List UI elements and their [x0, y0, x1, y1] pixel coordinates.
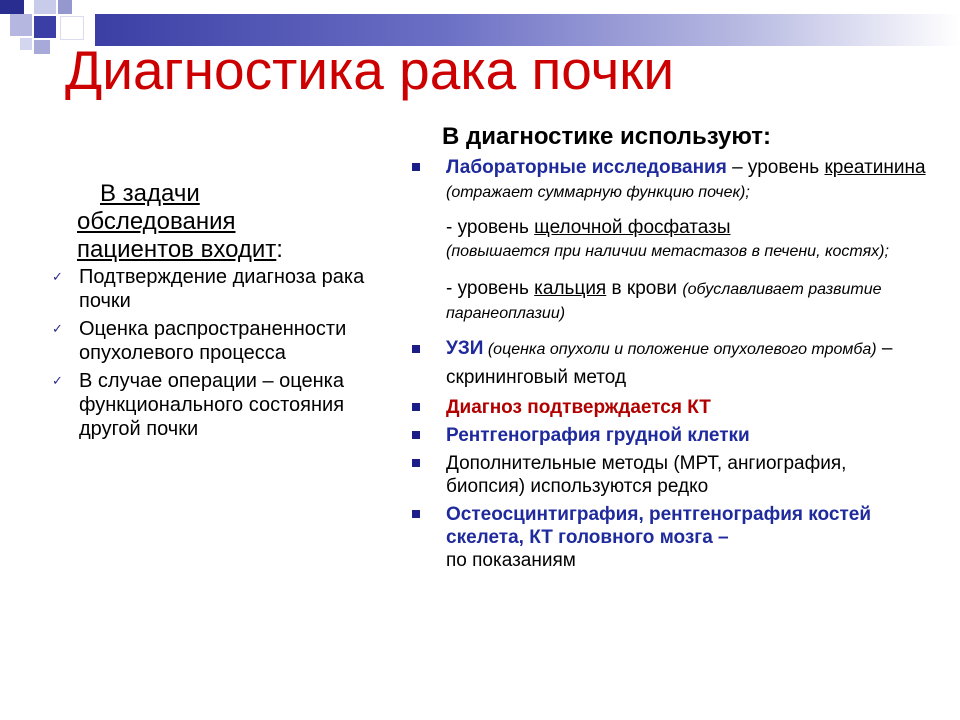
square-bullet-icon	[412, 163, 420, 171]
square-bullet-icon	[412, 459, 420, 467]
list-item	[52, 369, 382, 441]
ca-prefix: - уровень	[446, 278, 535, 299]
square-bullet-icon	[412, 431, 420, 439]
right-heading: В диагностике используют:	[442, 123, 772, 150]
deco-square	[20, 38, 32, 50]
xray-text: Рентгенография грудной клетки	[446, 425, 750, 446]
ca-mid: в крови	[606, 278, 683, 299]
ca-note: (обуславливает развитие паранеоплазии)	[446, 281, 882, 322]
page-title: Диагностика рака почки	[65, 39, 675, 101]
left-heading-line2: обследования	[77, 208, 236, 235]
uzi-label: УЗИ	[446, 338, 484, 359]
left-heading-line3: пациентов входит	[77, 236, 277, 263]
alk-prefix: - уровень	[446, 217, 535, 238]
creatinine-label: креатинина	[824, 157, 926, 178]
square-bullet-icon	[412, 403, 420, 411]
ca-label: кальция	[534, 278, 607, 299]
osteo-label: Остеосцинтиграфия, рентгенография костей скелета, КТ головного мозга –	[446, 504, 872, 548]
deco-square	[34, 16, 56, 38]
deco-square	[34, 40, 50, 54]
checkmark-icon: ✓	[52, 373, 63, 388]
left-column	[52, 180, 382, 441]
alk-note: (повышается при наличии метастазов в печени, костях);	[446, 243, 889, 260]
lab-label: Лабораторные исследования	[446, 157, 727, 178]
uzi-text: – скрининговый метод	[446, 338, 893, 388]
list-item-text: В случае операции – оценка функционального состояния другой почки	[79, 370, 345, 440]
deco-square	[0, 0, 24, 14]
deco-square	[60, 16, 84, 40]
deco-square	[58, 0, 72, 14]
uzi-note: (оценка опухоли и положение опухолевого тромба)	[483, 341, 877, 358]
list-item-ct	[408, 396, 928, 419]
alk-label: щелочной фосфатазы	[534, 217, 731, 238]
deco-square	[10, 14, 32, 36]
list-item-osteo	[408, 503, 928, 572]
list-item-lab	[408, 156, 928, 204]
osteo-text: по показаниям	[446, 550, 576, 571]
lab-text: – уровень	[726, 157, 825, 178]
list-item-text: Оценка распространенности опухолевого процесса	[79, 318, 347, 364]
list-item	[52, 317, 382, 365]
square-bullet-icon	[412, 345, 420, 353]
checkmark-icon: ✓	[52, 269, 63, 284]
ct-text: Диагноз подтверждается КТ	[446, 397, 711, 418]
left-heading-colon: :	[276, 236, 283, 263]
square-bullet-icon	[412, 510, 420, 518]
calcium-line	[408, 277, 928, 325]
deco-square	[34, 0, 56, 14]
list-item-text: Подтверждение диагноза рака почки	[79, 266, 365, 312]
alk-phosphatase-line	[408, 216, 928, 263]
checkmark-icon: ✓	[52, 321, 63, 336]
list-item-xray	[408, 424, 928, 447]
list-item-extra	[408, 452, 928, 498]
extra-text: Дополнительные методы (МРТ, ангиография, биопсия) используются редко	[446, 453, 847, 497]
right-column	[408, 122, 928, 572]
left-heading-line1: В задачи	[100, 180, 200, 207]
creatinine-note: (отражает суммарную функцию почек);	[446, 184, 750, 201]
list-item	[52, 265, 382, 313]
left-heading	[77, 180, 367, 264]
list-item-uzi	[408, 335, 928, 392]
